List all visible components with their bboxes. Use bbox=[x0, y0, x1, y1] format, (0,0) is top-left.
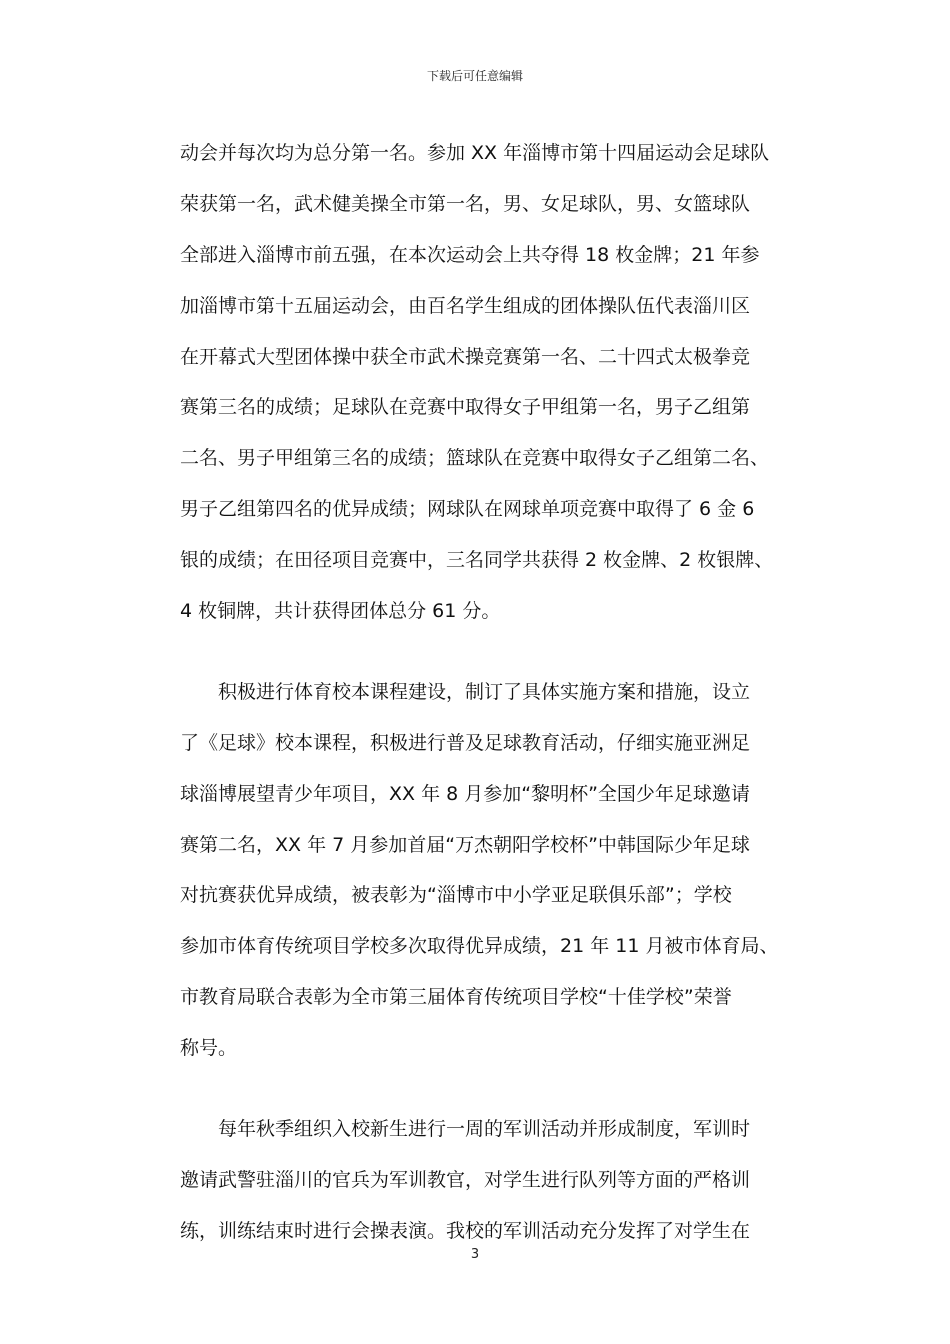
text-line: 动会并每次均为总分第一名。参加 XX 年淄博市第十四届运动会足球队 bbox=[180, 142, 770, 164]
text-line: 参加市体育传统项目学校多次取得优异成绩，21 年 11 月被市体育局、 bbox=[180, 935, 779, 958]
text-line: 积极进行体育校本课程建设，制订了具体实施方案和措施，设立 bbox=[218, 680, 751, 703]
text-line: 4 枚铜牌，共计获得团体总分 61 分。 bbox=[180, 600, 501, 623]
paragraph-2 bbox=[180, 667, 779, 1074]
text-line: 荣获第一名，武术健美操全市第一名，男、女足球队，男、女篮球队 bbox=[180, 192, 751, 215]
text-line: 市教育局联合表彰为全市第三届体育传统项目学校“十佳学校”荣誉 bbox=[180, 986, 732, 1009]
page-number: 3 bbox=[470, 1247, 480, 1262]
text-line: 对抗赛获优异成绩，被表彰为“淄博市中小学亚足联俱乐部”；学校 bbox=[180, 884, 732, 907]
text-line: 银的成绩；在田径项目竞赛中，三名同学共获得 2 枚金牌、2 枚银牌、 bbox=[180, 549, 774, 572]
document-body bbox=[180, 128, 779, 1257]
page-header: 下载后可任意编辑 bbox=[426, 69, 523, 83]
text-line: 二名、男子甲组第三名的成绩；篮球队在竞赛中取得女子乙组第二名、 bbox=[180, 447, 770, 470]
text-line: 在开幕式大型团体操中获全市武术操竞赛第一名、二十四式太极拳竞 bbox=[180, 345, 751, 368]
text-line: 男子乙组第四名的优异成绩；网球队在网球单项竞赛中取得了 6 金 6 bbox=[180, 498, 755, 521]
paragraph-3 bbox=[180, 1104, 770, 1257]
text-line: 赛第二名，XX 年 7 月参加首届“万杰朝阳学校杯”中韩国际少年足球 bbox=[180, 833, 750, 856]
text-line: 了《足球》校本课程，积极进行普及足球教育活动，仔细实施亚洲足 bbox=[180, 731, 751, 754]
text-line: 称号。 bbox=[180, 1037, 238, 1060]
text-line: 邀请武警驻淄川的官兵为军训教官，对学生进行队列等方面的严格训 bbox=[180, 1168, 751, 1191]
text-line: 练，训练结束时进行会操表演。我校的军训活动充分发挥了对学生在 bbox=[180, 1219, 751, 1242]
text-line: 加淄博市第十五届运动会，由百名学生组成的团体操队伍代表淄川区 bbox=[180, 294, 751, 317]
paragraph-1 bbox=[180, 128, 774, 637]
text-line: 赛第三名的成绩；足球队在竞赛中取得女子甲组第一名，男子乙组第 bbox=[180, 396, 751, 419]
text-line: 球淄博展望青少年项目，XX 年 8 月参加“黎明杯”全国少年足球邀请 bbox=[180, 782, 750, 805]
text-line: 全部进入淄博市前五强，在本次运动会上共夺得 18 枚金牌；21 年参 bbox=[180, 243, 760, 266]
text-line: 每年秋季组织入校新生进行一周的军训活动并形成制度，军训时 bbox=[218, 1118, 751, 1141]
